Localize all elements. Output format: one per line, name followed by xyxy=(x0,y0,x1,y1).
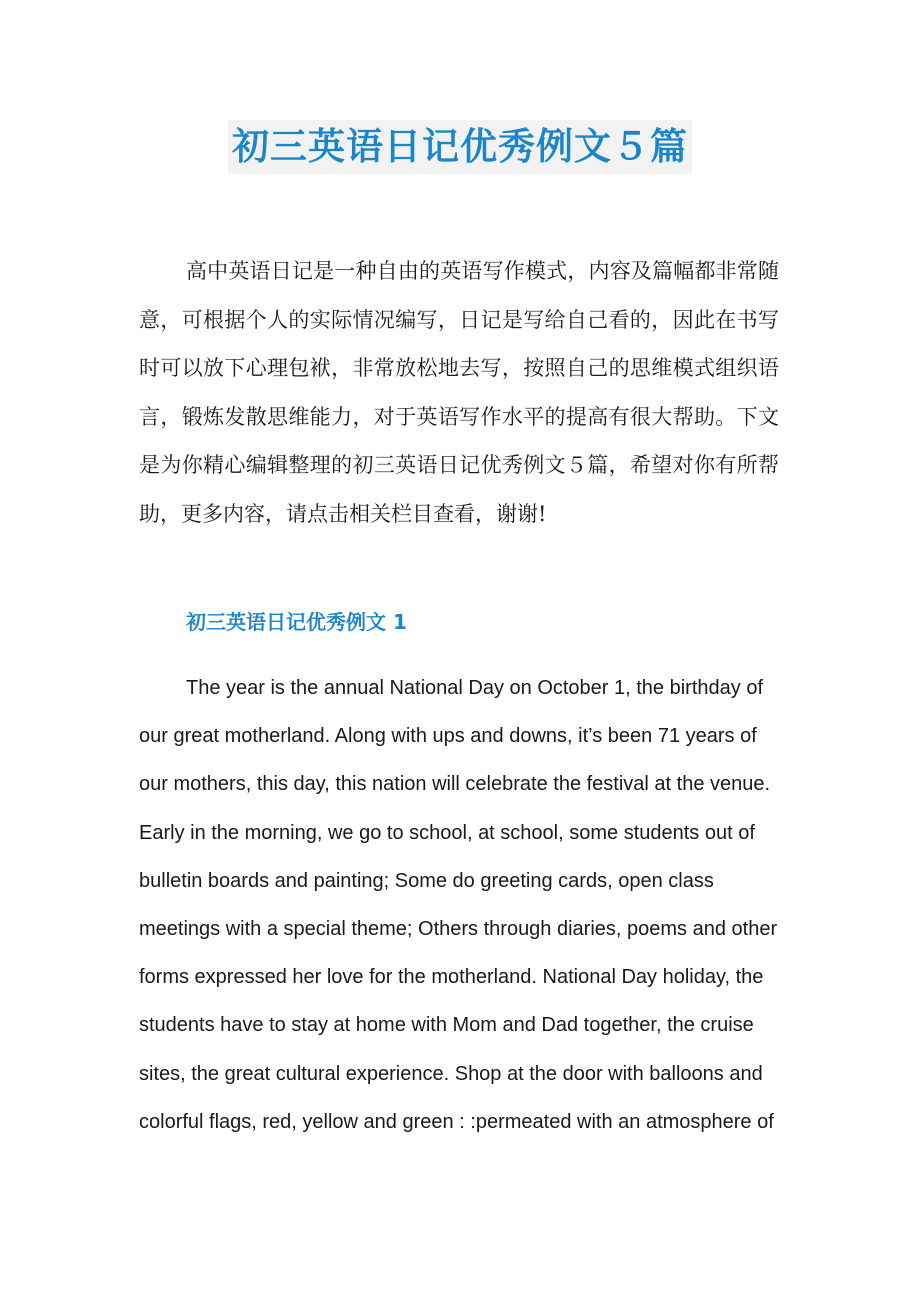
essay-paragraph: The year is the annual National Day on October 1, the birthday of our great motherland. Along with ups and downs, it’s been 71 years of our mothers, this day, this nation will celebrate the festival at the venue. Early in the morning, we go to school, at school, some students out of bulletin boards and painting; Some do greeting cards, open class meetings with a special theme; Others through diaries, poems and other forms expressed her love for the motherland. National Day holiday, the students have to stay at home with Mom and Dad together, the cruise sites, the great cultural experience. Shop at the door with balloons and colorful flags, red, yellow and green : :permeated with an atmosphere of xyxy=(139,677,778,1133)
page-title: 初三英语日记优秀例文５篇 xyxy=(228,120,692,174)
title-container xyxy=(0,120,920,174)
intro-paragraph: 高中英语日记是一种自由的英语写作模式，内容及篇幅都非常随意，可根据个人的实际情况编写，日记是写给自己看的，因此在书写时可以放下心理包袱，非常放松地去写，按照自己的思维模式组织语言，锻炼发散思维能力，对于英语写作水平的提高有很大帮助。下文是为你精心编辑整理的初三英语日记优秀例文５篇，希望对你有所帮助，更多内容，请点击相关栏目查看，谢谢! xyxy=(139,259,779,526)
section-heading: 初三英语日记优秀例文 1 xyxy=(186,610,407,634)
